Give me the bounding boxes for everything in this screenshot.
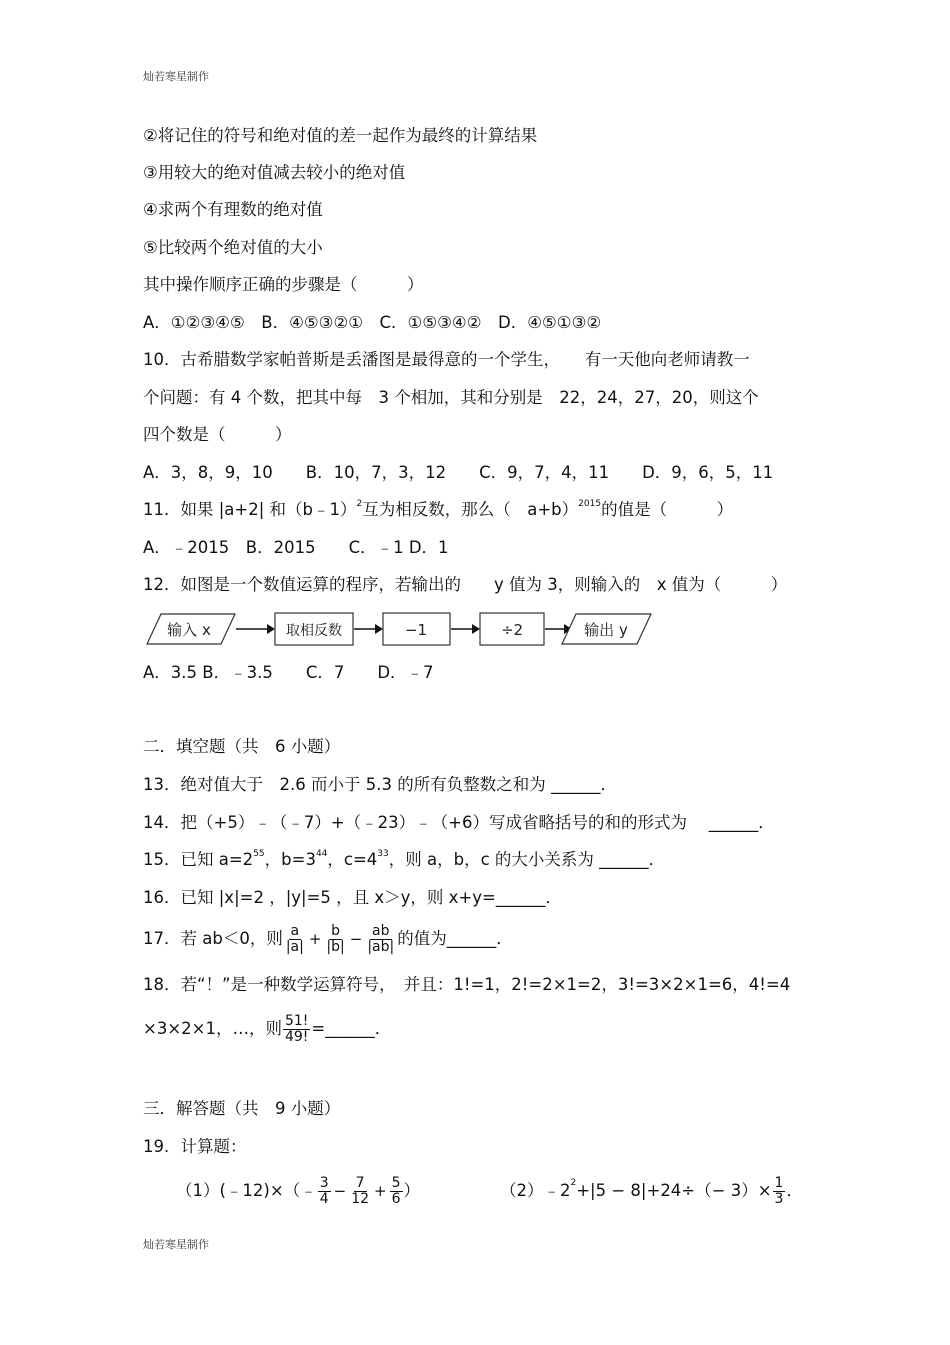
q9-stem: 其中操作顺序正确的步骤是（ ） (143, 275, 424, 294)
q11-part-1: 11．如果 |a+2| 和（b﹣1） (143, 500, 357, 519)
q10-line-3: 四个数是（ ） (143, 425, 292, 444)
q19-p1-fraction-2 (349, 1176, 371, 1207)
q19-p2-fraction (773, 1176, 786, 1207)
q18-line-1: 18．若“！”是一种数学运算符号， 并且：1!=1，2!=2×1=2，3!=3×2×1=6，4!=4 (143, 975, 791, 994)
q15-d: ，则 a，b，c 的大小关系为 ______． (388, 850, 666, 869)
q19-p2-f-num: 1 (774, 1174, 784, 1191)
q9-step-2: ②将记住的符号和绝对值的差一起作为最终的计算结果 (143, 126, 538, 145)
q13: 13．绝对值大于 2.6 而小于 5.3 的所有负整数之和为 ______． (143, 775, 617, 794)
q19-p2-f-den: 3 (774, 1190, 784, 1207)
q19-p1-fraction-1 (318, 1176, 331, 1207)
q17-minus: − (349, 930, 363, 948)
q11-options: A．﹣2015 B．2015 C．﹣1 D．1 (143, 538, 449, 557)
q17-f1-num: a (290, 922, 300, 939)
q18-line-2 (143, 1011, 391, 1047)
flow-arrowhead-3 (472, 624, 480, 634)
q18-fraction (283, 1014, 310, 1045)
flow-step-3-label: ÷2 (500, 621, 524, 639)
q19-p1-f1-den: 4 (319, 1190, 329, 1207)
q17-post: 的值为______． (397, 929, 513, 948)
section-3-title: 三．解答题（共 9 小题） (143, 1099, 341, 1118)
q14: 14．把（+5）﹣（﹣7）+（﹣23）﹣（+6）写成省略括号的和的形式为 ______． (143, 813, 775, 832)
flow-step-2-label: −1 (404, 621, 428, 639)
q19-p1-f2-num: 7 (355, 1174, 365, 1191)
q17-fraction-3 (365, 924, 396, 955)
q12-flowchart (143, 608, 658, 652)
flow-arrowhead-1 (267, 624, 275, 634)
q15-exp-a: 55 (253, 849, 265, 859)
q19-p1-f2-den: 12 (351, 1190, 370, 1207)
q19-p1-f1-num: 3 (319, 1174, 329, 1191)
q15-exp-b: 44 (315, 849, 328, 859)
q10-options: A．3，8，9，10 B．10，7，3，12 C．9，7，4，11 D．9，6，5，11 (143, 463, 774, 482)
flow-step-1-label: 取相反数 (286, 623, 342, 639)
q9-step-4: ④求两个有理数的绝对值 (143, 200, 323, 219)
q16: 16．已知 |x|=2 ，|y|=5 ，且 x＞y，则 x+y=______． (143, 888, 562, 907)
q19-p1-post: ） (403, 1181, 421, 1200)
q11-exponent-1: 2 (356, 499, 363, 509)
q15 (143, 850, 665, 873)
q12-stem: 12．如图是一个数值运算的程序，若输出的 y 值为 3，则输入的 x 值为（ ） (143, 575, 788, 594)
q19-p1-f3-num: 5 (391, 1174, 401, 1191)
q17-f3-den: |ab| (367, 938, 395, 955)
q9-step-3: ③用较大的绝对值减去较小的绝对值 (143, 163, 406, 182)
page-footer: 灿若寒星制作 (143, 1238, 209, 1251)
q19-p2-pre: （2）﹣2 (500, 1181, 571, 1200)
q17-pre: 17．若 ab＜0，则 (143, 929, 283, 948)
q17 (143, 922, 513, 956)
section-2-title: 二．填空题（共 6 小题） (143, 737, 341, 756)
q18-f-num: 51! (284, 1012, 309, 1029)
flow-arrowhead-2 (375, 624, 383, 634)
q12-options: A．3.5 B．﹣3.5 C．7 D．﹣7 (143, 663, 434, 682)
q15-a: 15．已知 a=2 (143, 850, 254, 869)
q19-p1-f3-den: 6 (391, 1190, 401, 1207)
q17-f1-den: |a| (285, 938, 304, 955)
q10-line-2: 个问题：有 4 个数，把其中每 3 个相加，其和分别是 22，24，27，20，则这个 (143, 388, 759, 407)
q18-f-den: 49! (284, 1028, 309, 1045)
q18-line-2-post: =______． (311, 1019, 392, 1038)
q19-part-1 (176, 1171, 420, 1211)
q19-p1-fraction-3 (390, 1176, 403, 1207)
q11-part-2: 互为相反数，那么（ a+b） (362, 500, 579, 519)
q17-plus: + (308, 930, 322, 948)
q19-part-2 (500, 1171, 803, 1211)
q9-options: A．①②③④⑤ B．④⑤③②① C．①⑤③④② D．④⑤①③② (143, 313, 602, 332)
q17-f2-num: b (331, 922, 341, 939)
q11-exponent-2: 2015 (578, 499, 602, 509)
q17-fraction-2 (324, 924, 346, 955)
q11-stem (143, 500, 733, 523)
q19-p1-minus: − (333, 1182, 347, 1200)
q19-p2-post: ． (786, 1181, 803, 1200)
q15-b: ，b=3 (264, 850, 316, 869)
q18-line-2-pre: ×3×2×1，…，则 (143, 1019, 282, 1038)
q9-step-5: ⑤比较两个绝对值的大小 (143, 238, 323, 257)
flow-output-label: 输出 y (584, 621, 628, 639)
q11-part-3: 的值是（ ） (601, 500, 734, 519)
q19-p2-mid: +|5 − 8|+24÷（− 3）× (576, 1181, 772, 1200)
q15-c: ，c=4 (327, 850, 378, 869)
flow-input-label: 输入 x (167, 621, 211, 639)
q19-p2-exp: 2 (570, 1178, 577, 1188)
q17-fraction-1 (284, 924, 306, 955)
q17-f3-num: ab (372, 922, 390, 939)
q15-exp-c: 33 (377, 849, 389, 859)
q19-p1-pre: （1）(﹣12)×（﹣ (176, 1181, 317, 1200)
q10-line-1: 10．古希腊数学家帕普斯是丢潘图是最得意的一个学生， 有一天他向老师请教一 (143, 350, 750, 369)
page-header: 灿若寒星制作 (143, 70, 209, 83)
q17-f2-den: |b| (326, 938, 345, 955)
q19-stem: 19．计算题： (143, 1137, 247, 1156)
q19-p1-plus: + (374, 1182, 387, 1200)
